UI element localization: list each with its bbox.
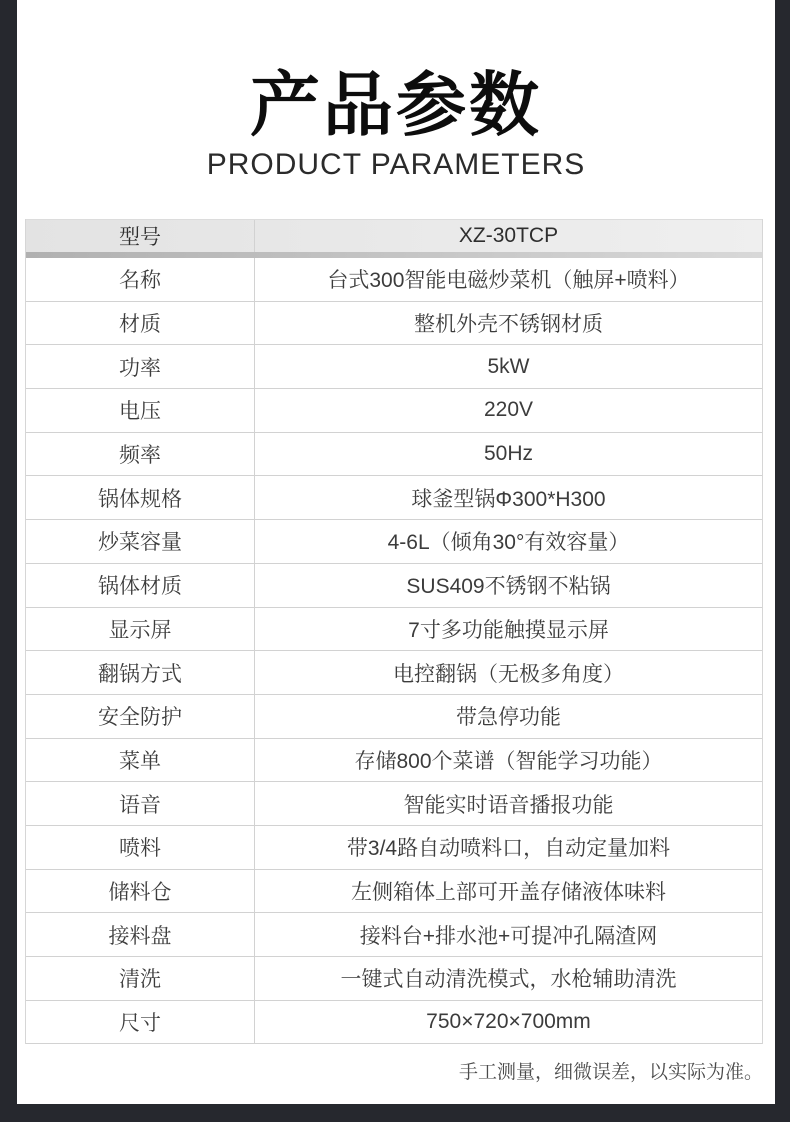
table-row: [26, 870, 762, 914]
row-value: 球釜型锅Φ300*H300: [411, 487, 606, 511]
table-row: [26, 695, 762, 739]
row-value: 存储800个菜谱（智能学习功能）: [354, 749, 663, 773]
table-row: [26, 389, 762, 433]
row-label: 材质: [26, 302, 255, 345]
row-label: 电压: [26, 389, 255, 432]
table-row: [26, 826, 762, 870]
row-label: 炒菜容量: [26, 520, 255, 563]
table-row: [26, 520, 762, 564]
row-value: 左侧箱体上部可开盖存储液体味料: [351, 880, 666, 904]
spec-header-value: XZ-30TCP: [458, 224, 559, 247]
row-value: SUS409不锈钢不粘锅: [406, 575, 611, 599]
row-value: 一键式自动清洗模式，水枪辅助清洗: [340, 968, 677, 992]
product-parameters-sheet: [17, 0, 775, 1104]
table-row: [26, 651, 762, 695]
row-label: 尺寸: [26, 1001, 255, 1044]
table-row: [26, 302, 762, 346]
row-value: 带急停功能: [456, 706, 561, 730]
row-label: 语音: [26, 782, 255, 825]
row-label: 储料仓: [26, 870, 255, 913]
table-row: [26, 739, 762, 783]
row-label: 锅体规格: [26, 476, 255, 519]
row-label: 菜单: [26, 739, 255, 782]
table-row: [26, 345, 762, 389]
row-label: 喷料: [26, 826, 255, 869]
table-row: [26, 564, 762, 608]
spec-rows: [26, 258, 762, 1044]
row-label: 翻锅方式: [26, 651, 255, 694]
measurement-footnote: 手工测量，细微误差，以实际为准。: [458, 1062, 763, 1084]
row-label: 名称: [26, 258, 255, 301]
page-subtitle: PRODUCT PARAMETERS: [206, 148, 586, 181]
table-row: [26, 476, 762, 520]
row-label: 安全防护: [26, 695, 255, 738]
row-value: 50Hz: [483, 442, 534, 466]
page-title: 产品参数: [250, 66, 542, 144]
row-label: 清洗: [26, 957, 255, 1000]
table-row: [26, 258, 762, 302]
row-label: 频率: [26, 433, 255, 476]
row-value: 220V: [483, 398, 534, 422]
row-value: 4-6L（倾角30°有效容量）: [387, 531, 630, 555]
spec-header-row: [26, 219, 762, 252]
table-row: [26, 913, 762, 957]
table-row: [26, 608, 762, 652]
row-value: 5kW: [487, 354, 530, 378]
row-value: 带3/4路自动喷料口，自动定量加料: [346, 837, 671, 861]
row-label: 功率: [26, 345, 255, 388]
spec-header-label: 型号: [26, 220, 255, 252]
row-label: 锅体材质: [26, 564, 255, 607]
title-block: [17, 0, 775, 180]
row-label: 显示屏: [26, 608, 255, 651]
table-row: [26, 782, 762, 826]
spec-table: [25, 219, 763, 1044]
row-value: 接料台+排水池+可提冲孔隔渣网: [359, 924, 658, 948]
table-row: [26, 433, 762, 477]
row-value: 智能实时语音播报功能: [403, 793, 614, 817]
row-value: 台式300智能电磁炒菜机（触屏+喷料）: [327, 269, 690, 293]
row-value: 电控翻锅（无极多角度）: [393, 662, 624, 686]
row-label: 接料盘: [26, 913, 255, 956]
row-value: 7寸多功能触摸显示屏: [408, 618, 609, 642]
row-value: 整机外壳不锈钢材质: [414, 313, 603, 337]
table-row: [26, 1001, 762, 1045]
row-value: 750×720×700mm: [426, 1010, 591, 1034]
table-row: [26, 957, 762, 1001]
